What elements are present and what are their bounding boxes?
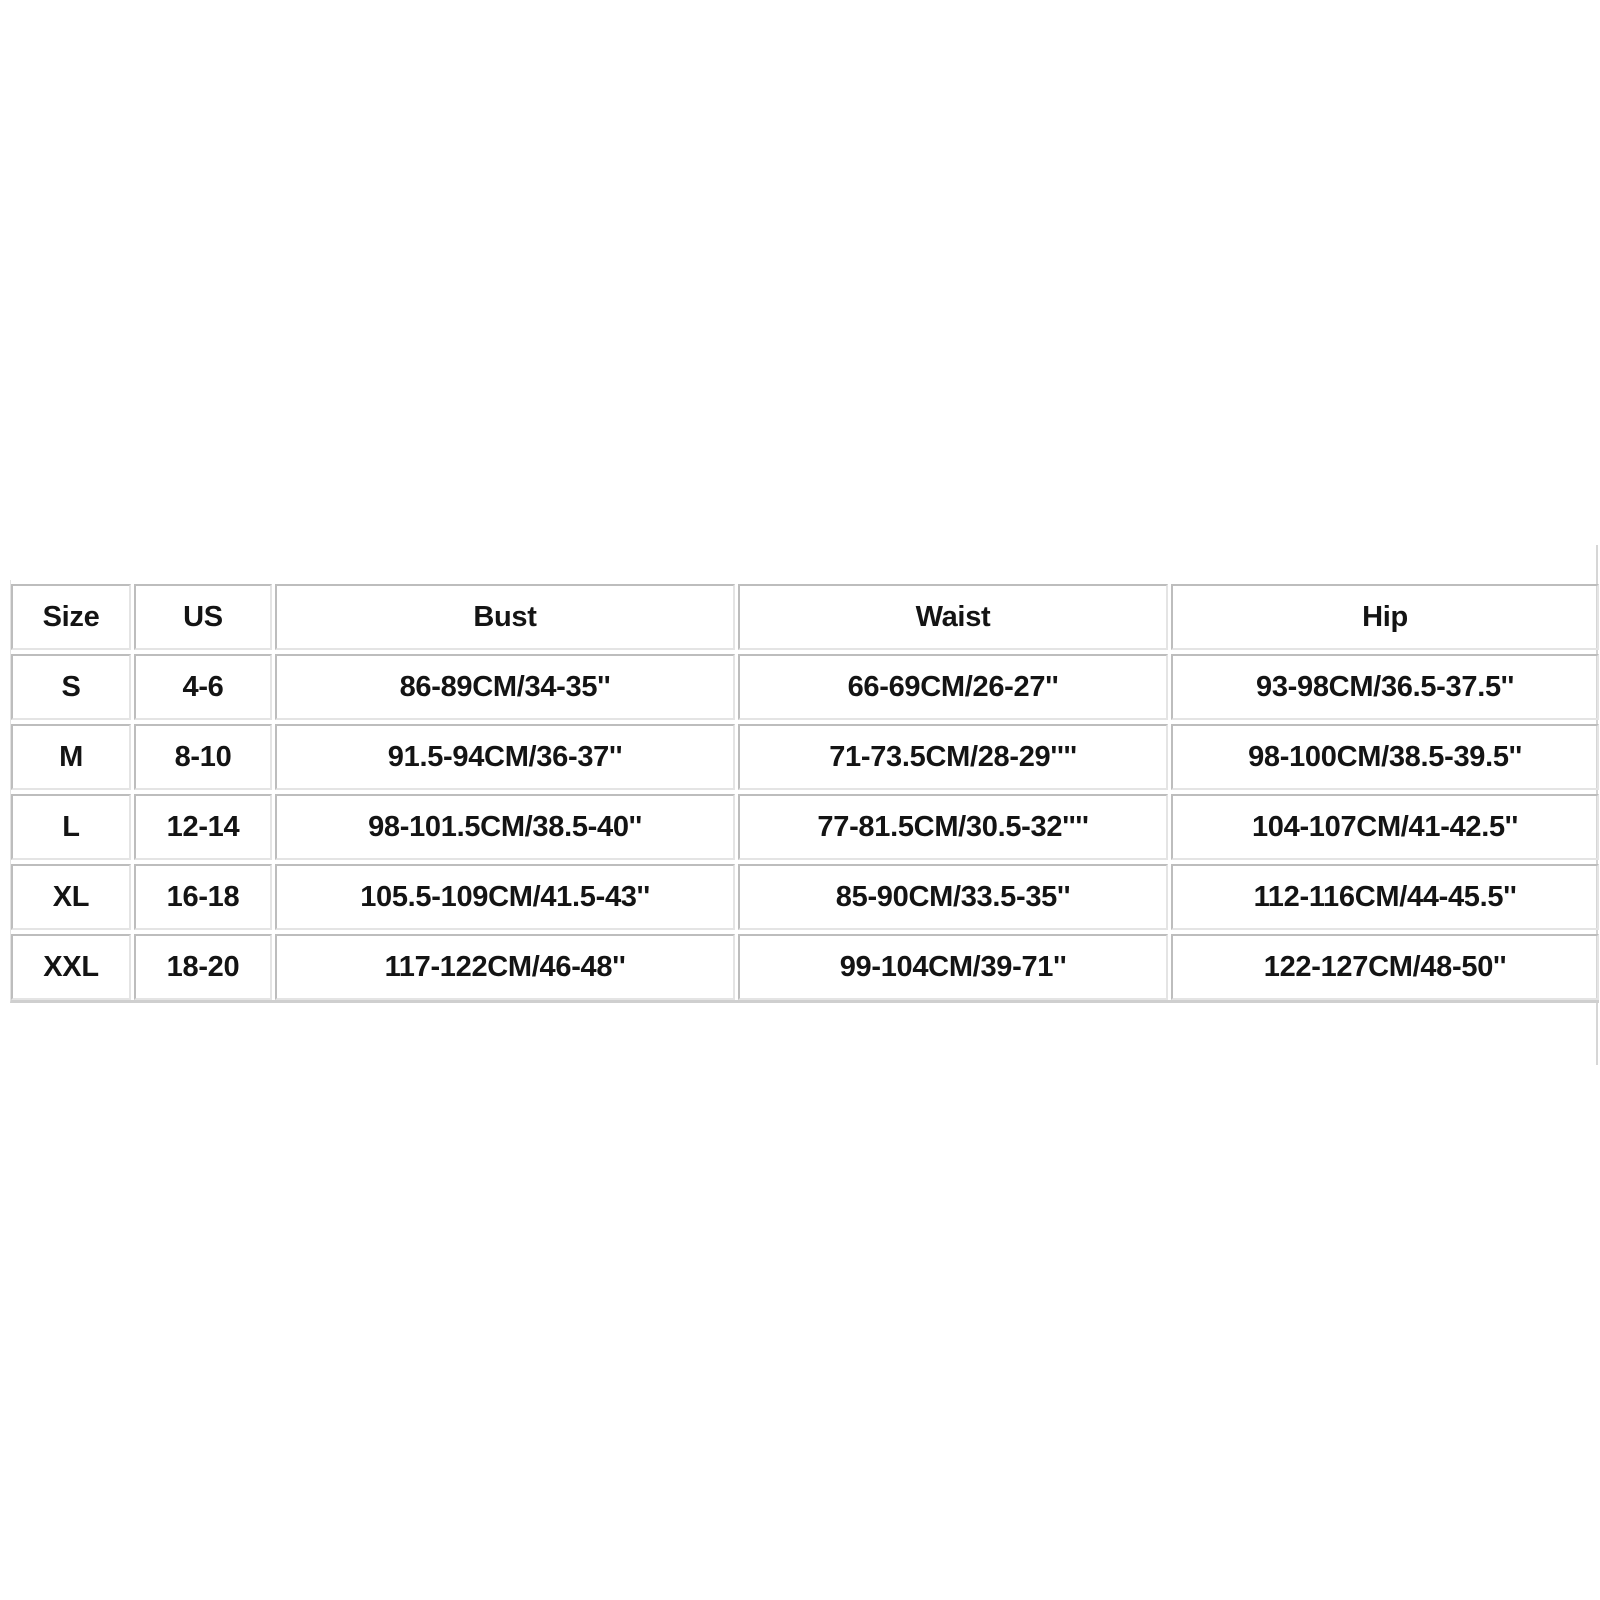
cell-bust: 117-122CM/46-48'' — [275, 934, 735, 1000]
header-bust: Bust — [275, 584, 735, 650]
cell-waist: 77-81.5CM/30.5-32'''' — [738, 794, 1168, 860]
cell-bust: 86-89CM/34-35'' — [275, 654, 735, 720]
cell-bust: 105.5-109CM/41.5-43'' — [275, 864, 735, 930]
cell-us: 16-18 — [134, 864, 272, 930]
table-header-row — [11, 584, 1599, 650]
table-row — [11, 864, 1599, 930]
cell-hip: 122-127CM/48-50'' — [1171, 934, 1599, 1000]
cell-size: S — [11, 654, 131, 720]
cell-us: 4-6 — [134, 654, 272, 720]
table-row — [11, 724, 1599, 790]
table-row — [11, 794, 1599, 860]
cell-hip: 93-98CM/36.5-37.5'' — [1171, 654, 1599, 720]
cell-waist: 66-69CM/26-27'' — [738, 654, 1168, 720]
cell-us: 8-10 — [134, 724, 272, 790]
header-waist: Waist — [738, 584, 1168, 650]
cell-size: L — [11, 794, 131, 860]
cell-waist: 71-73.5CM/28-29'''' — [738, 724, 1168, 790]
cell-hip: 98-100CM/38.5-39.5'' — [1171, 724, 1599, 790]
cell-us: 12-14 — [134, 794, 272, 860]
size-chart-table — [8, 580, 1600, 1004]
table-row — [11, 654, 1599, 720]
cell-hip: 104-107CM/41-42.5'' — [1171, 794, 1599, 860]
cell-size: XXL — [11, 934, 131, 1000]
header-size: Size — [11, 584, 131, 650]
header-hip: Hip — [1171, 584, 1599, 650]
size-chart — [10, 580, 1599, 1003]
cell-size: M — [11, 724, 131, 790]
cell-us: 18-20 — [134, 934, 272, 1000]
header-us: US — [134, 584, 272, 650]
cell-bust: 91.5-94CM/36-37'' — [275, 724, 735, 790]
cell-bust: 98-101.5CM/38.5-40'' — [275, 794, 735, 860]
cell-waist: 99-104CM/39-71'' — [738, 934, 1168, 1000]
cell-size: XL — [11, 864, 131, 930]
cell-hip: 112-116CM/44-45.5'' — [1171, 864, 1599, 930]
table-row — [11, 934, 1599, 1000]
cell-waist: 85-90CM/33.5-35'' — [738, 864, 1168, 930]
